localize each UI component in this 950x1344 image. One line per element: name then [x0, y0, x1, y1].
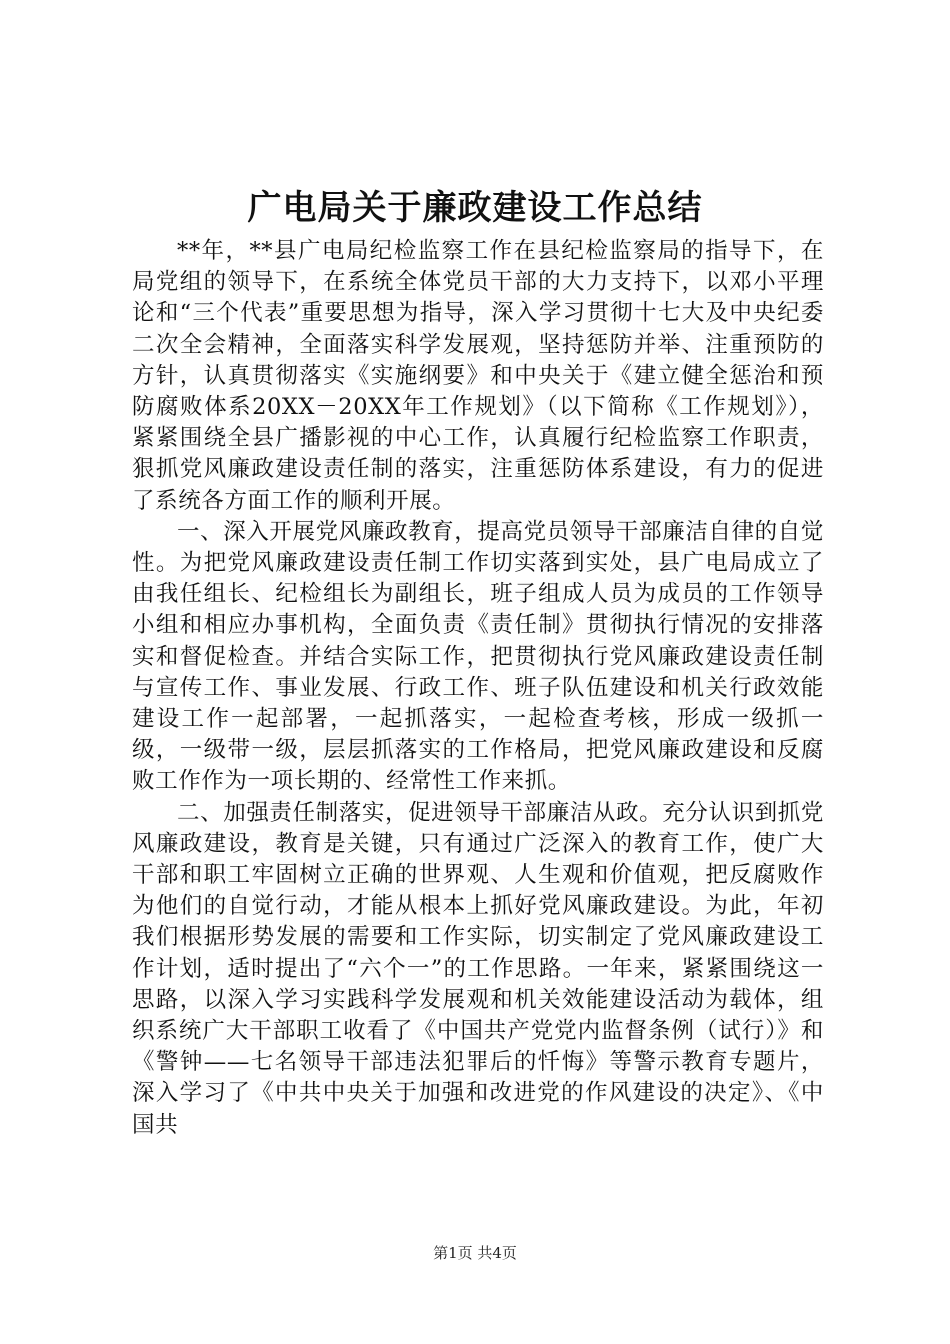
- page-number: 第1页 共4页: [433, 1244, 517, 1262]
- page-footer: [0, 1243, 950, 1263]
- paragraph-intro: **年，**县广电局纪检监察工作在县纪检监察局的指导下，在局党组的领导下，在系统全体党员干部的大力支持下，以邓小平理论和“三个代表”重要思想为指导，深入学习贯彻十七大及中央纪委二次全会精神，全面落实科学发展观，坚持惩防并举、注重预防的方针，认真贯彻落实《实施纲要》和中央关于《建立健全惩治和预防腐败体系20XX－20XX年工作规划》（以下简称《工作规划》），紧紧围绕全县广播影视的中心工作，认真履行纪检监察工作职责，狠抓党风廉政建设责任制的落实，注重惩防体系建设，有力的促进了系统各方面工作的顺利开展。: [132, 238, 824, 514]
- paragraph-section-one: 一、深入开展党风廉政教育，提高党员领导干部廉洁自律的自觉性。为把党风廉政建设责任制工作切实落到实处，县广电局成立了由我任组长、纪检组长为副组长，班子组成人员为成员的工作领导小组和相应办事机构，全面负责《责任制》贯彻执行情况的安排落实和督促检查。并结合实际工作，把贯彻执行党风廉政建设责任制与宣传工作、事业发展、行政工作、班子队伍建设和机关行政效能建设工作一起部署，一起抓落实，一起检查考核，形成一级抓一级，一级带一级，层层抓落实的工作格局，把党风廉政建设和反腐败工作作为一项长期的、经常性工作来抓。: [132, 518, 824, 795]
- document-title: 广电局关于廉政建设工作总结: [247, 188, 703, 228]
- paragraph-section-two: 二、加强责任制落实，促进领导干部廉洁从政。充分认识到抓党风廉政建设，教育是关键，只有通过广泛深入的教育工作，使广大干部和职工牢固树立正确的世界观、人生观和价值观，把反腐败作为他们的自觉行动，才能从根本上抓好党风廉政建设。为此，年初我们根据形势发展的需要和工作实际，切实制定了党风廉政建设工作计划，适时提出了“六个一”的工作思路。一年来，紧紧围绕这一思路，以深入学习实践科学发展观和机关效能建设活动为载体，组织系统广大干部职工收看了《中国共产党党内监督条例（试行）》和《警钟——七名领导干部违法犯罪后的忏悔》等警示教育专题片，深入学习了《中共中央关于加强和改进党的作风建设的决定》、《中国共: [132, 799, 824, 1138]
- document-body: [132, 236, 824, 1141]
